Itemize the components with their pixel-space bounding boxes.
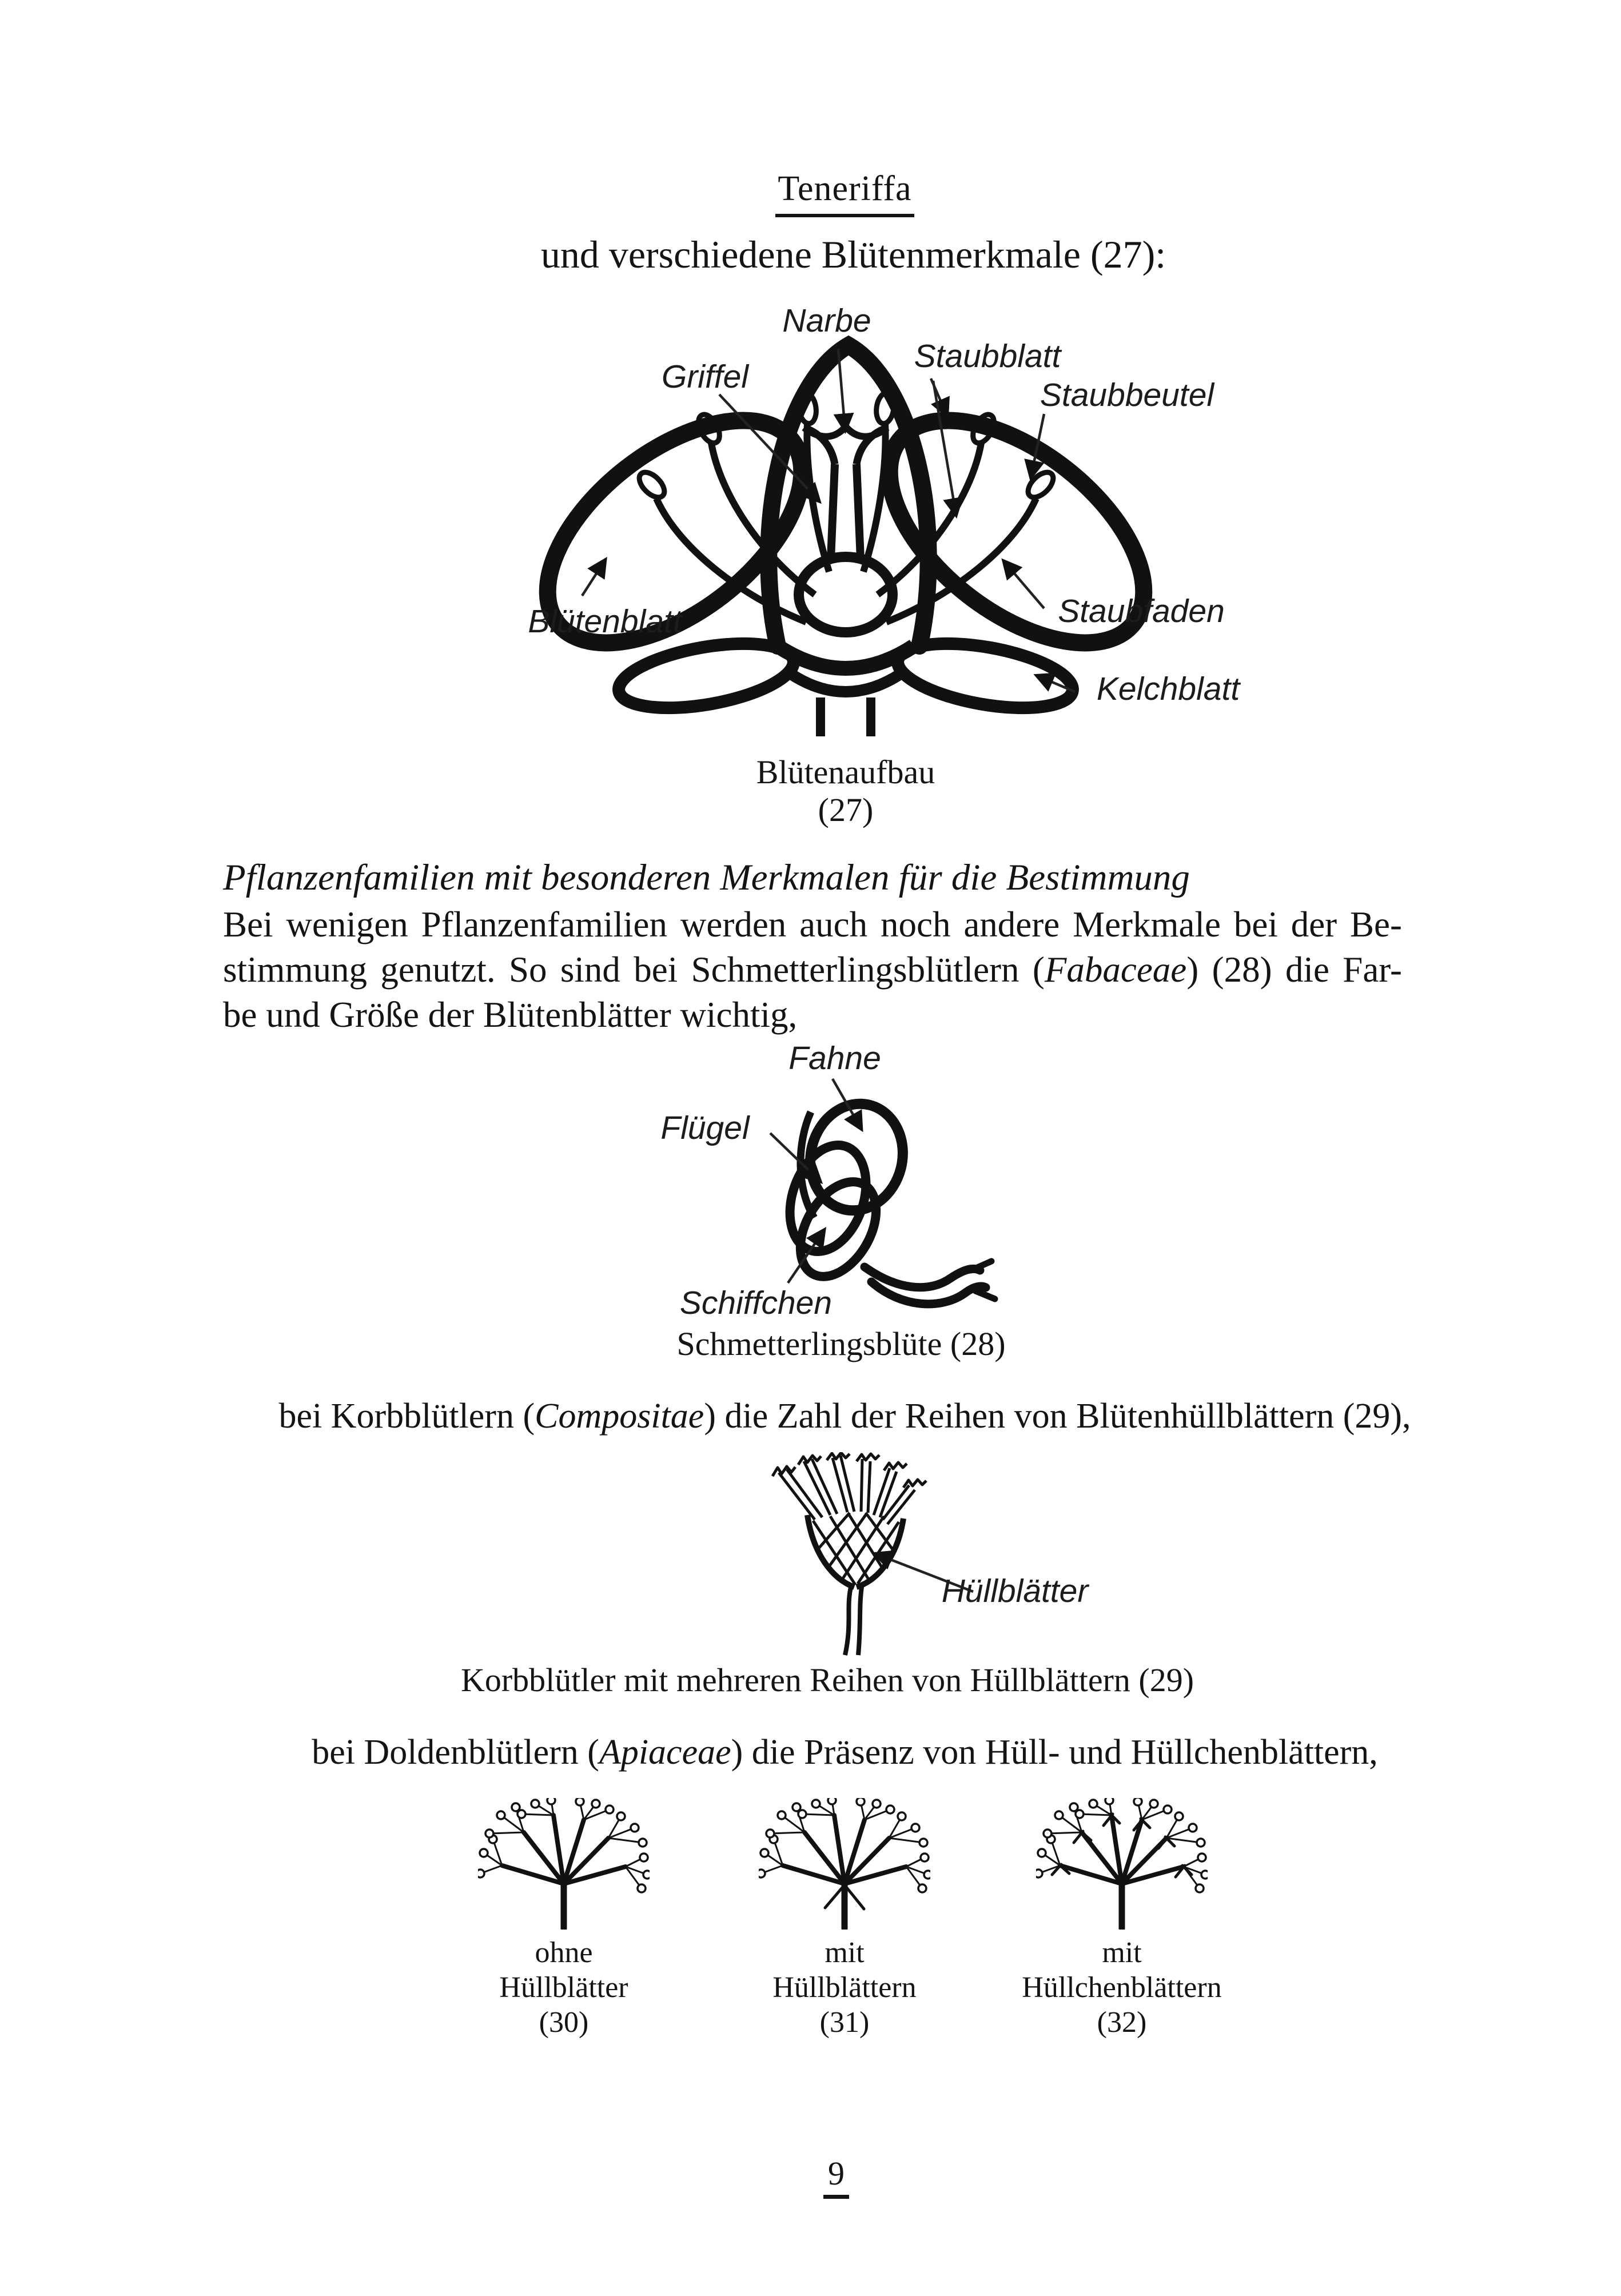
label-huellblaetter: Hüllblätter (941, 1573, 1089, 1609)
flower-stem (845, 1587, 862, 1655)
figure-31-caption: mit Hüllblättern (31) (772, 1936, 917, 2039)
compositae-line: bei Korbblütlern (Compositae) die Zahl der Reihen von Blütenhüllblättern (29), (278, 1397, 1411, 1436)
label-kelchblatt: Kelchblatt (1096, 671, 1240, 707)
latin-name-compositae: Compositae (535, 1397, 704, 1436)
paragraph-line-3: be und Größe der Blütenblätter wichtig, (223, 995, 798, 1035)
label-fahne: Fahne (788, 1040, 881, 1077)
page-title (0, 169, 1621, 217)
label-griffel: Griffel (661, 358, 749, 395)
figure-27-bluetenaufbau (486, 286, 1287, 743)
figure-29-korbbluetler (715, 1452, 1115, 1658)
pistil (799, 426, 893, 632)
label-narbe: Narbe (782, 302, 871, 339)
page-title-text: Teneriffa (775, 169, 914, 217)
label-fluegel: Flügel (660, 1110, 750, 1146)
pea-flower-outlines (776, 1094, 995, 1304)
figure-32-umbel-mit-huellchenblaettern (1036, 1798, 1208, 1930)
latin-name-fabaceae: Fabaceae (1044, 950, 1187, 990)
figure-30-umbel-ohne-huellblaetter (478, 1798, 650, 1930)
label-staubblatt: Staubblatt (914, 338, 1061, 374)
latin-name-apiaceae: Apiaceae (599, 1733, 731, 1772)
subtitle: und verschiedene Blütenmerkmale (27): (540, 233, 1166, 276)
figure-28-schmetterlingsbluete (629, 1023, 1029, 1321)
label-staubbeutel: Staubbeutel (1039, 377, 1214, 413)
section-paragraph (223, 902, 1402, 1038)
label-schiffchen: Schiffchen (679, 1285, 833, 1321)
receptacle-and-stem (778, 646, 914, 736)
figure-31-umbel-mit-huellblaettern (759, 1798, 930, 1930)
figure-32-caption: mit Hüllchenblättern (32) (1022, 1936, 1222, 2039)
page-number: 9 (0, 2154, 1621, 2199)
umbel-structure (759, 1798, 930, 1928)
label-staubfaden: Staubfaden (1058, 593, 1225, 629)
label-bluetenblatt: Blütenblatt (528, 603, 682, 640)
section-heading: Pflanzenfamilien mit besonderen Merkmalen für die Bestimmung (223, 857, 1190, 898)
umbel-structure (478, 1798, 650, 1928)
apiaceae-line: bei Doldenblütlern (Apiaceae) die Präsenz von Hüll- und Hüllchenblättern, (312, 1733, 1378, 1772)
figure-30-caption: ohne Hüllblätter (30) (499, 1936, 628, 2039)
paragraph-line-1: Bei wenigen Pflanzenfamilien werden auch noch andere Merkmale bei der Be- (223, 904, 1402, 944)
umbel-structure (1036, 1798, 1208, 1928)
figure-27-caption: Blütenaufbau (27) (756, 754, 935, 828)
figure-28-caption: Schmetterlingsblüte (28) (676, 1325, 1006, 1362)
figure-29-caption: Korbblütler mit mehreren Reihen von Hüllblättern (29) (460, 1661, 1194, 1699)
paragraph-line-2: stimmung genutzt. So sind bei Schmetterlingsblütlern (Fabaceae) (28) die Far- (223, 950, 1403, 990)
